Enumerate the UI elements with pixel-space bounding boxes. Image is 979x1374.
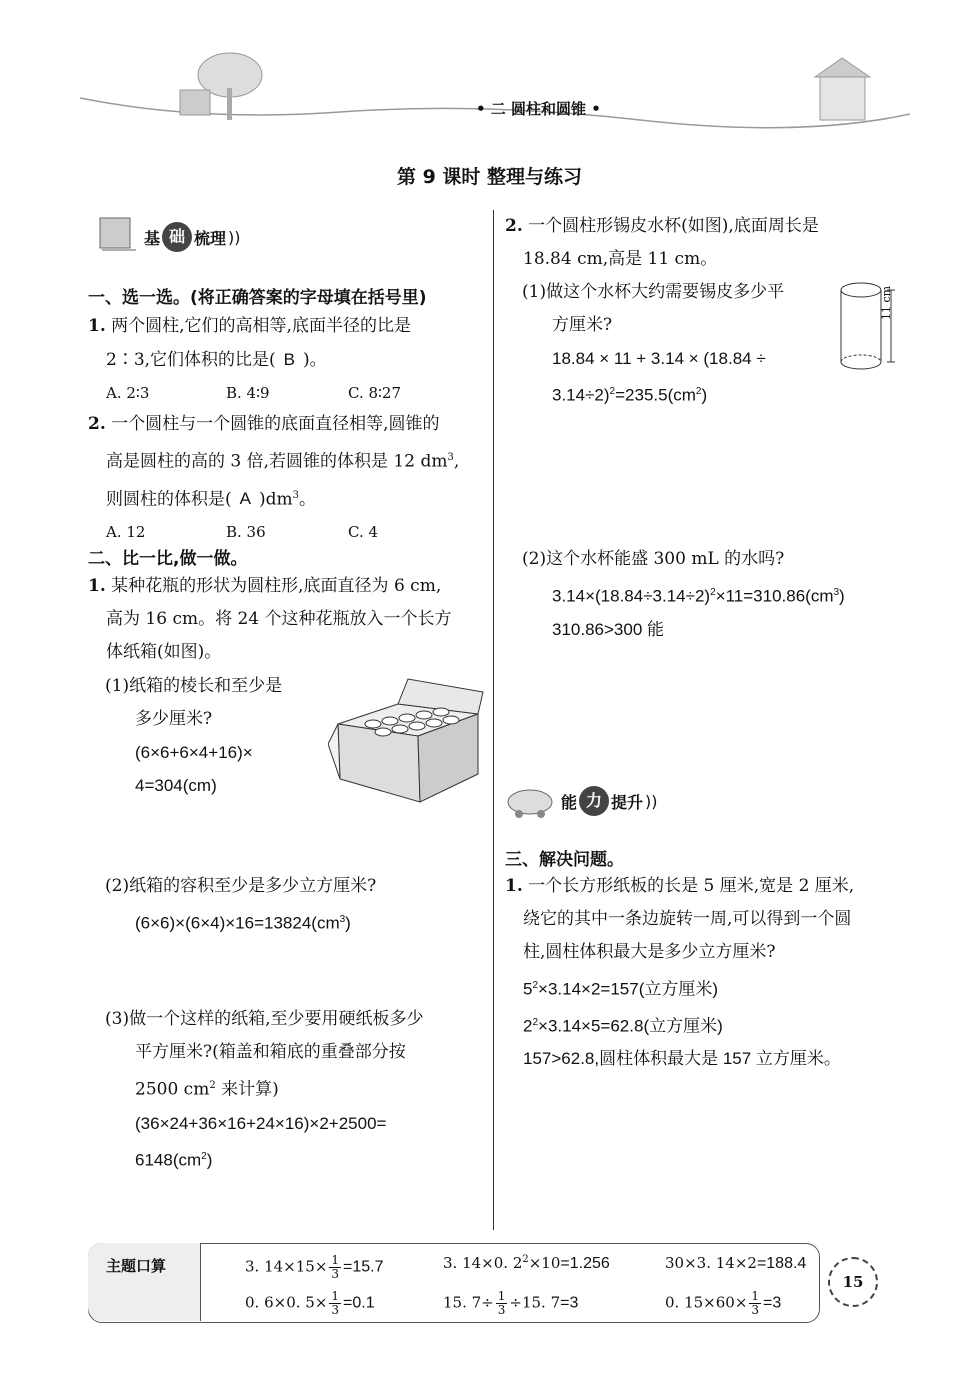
sec2-q1-p1: (1)纸箱的棱长和至少是 多少厘米? (6×6+6×4+16)× 4=304(cm) <box>105 676 283 795</box>
chapter-title: • 二 圆柱和圆锥 • <box>476 100 601 118</box>
carton-box-image <box>328 674 488 806</box>
car-icon <box>505 780 555 820</box>
section-1-title: 一、选一选。(将正确答案的字母填在括号里) <box>88 288 427 308</box>
sec2-q1: 1. 某种花瓶的形状为圆柱形,底面直径为 6 cm, 高为 16 cm。将 24 个这种花瓶放入一个长方 体纸箱(如图)。 <box>88 576 452 662</box>
sec3-q1: 1. 一个长方形纸板的长是 5 厘米,宽是 2 厘米, 绕它的其中一条边旋转一周,可以得到一个圆 柱,圆柱体积最大是多少立方厘米? $5^2\times 3.14\times 2=157$(立方厘米) $2^2\times 3.14\times 5=62.8$(立方厘米) 157>62.8,圆柱体积最大是 157 立方厘米。 <box>505 876 855 1069</box>
section-2-title: 二、比一比,做一做。 <box>88 549 248 569</box>
sec1-q2: 2. 一个圆柱与一个圆锥的底面直径相等,圆锥的 高是圆柱的高的 3 倍,若圆锥的体积是 12 $dm^3$, 则圆柱的体积是( A )$dm^3$。 A. 12 B. 36 C. 4 <box>88 414 460 542</box>
answer-b: B <box>283 350 296 369</box>
footer-label: 主题口算 <box>106 1257 167 1275</box>
right-q2: 2. 一个圆柱形锡皮水杯(如图),底面周长是 18.84 cm,高是 11 cm。 <box>505 216 819 269</box>
cylinder-cup-image <box>836 278 906 378</box>
calc-6: 0. 15×60× $\frac{1}{3}$ =3 <box>665 1289 782 1317</box>
ability-badge: 能 力 提升 )) <box>505 780 555 824</box>
sec2-q1-p2: (2)纸箱的容积至少是多少立方厘米? $(6\times 6)\times(6\times 4)\times 16=13824(cm^3)$ <box>105 876 377 933</box>
calc-3: 30×3. 14×2=188.4 <box>665 1254 807 1272</box>
column-divider <box>493 210 494 1230</box>
lesson-title: 第 9 课时 整理与练习 <box>396 166 583 188</box>
basic-badge: 基 础 梳理 )) <box>92 210 140 264</box>
answer-a: A <box>239 489 251 509</box>
calc-1: 3. 14×15× $\frac{1}{3}$ =15.7 <box>245 1253 384 1281</box>
cylinder-height-label: 11 cm <box>880 285 893 320</box>
sec1-q1: 1. 两个圆柱,它们的高相等,底面半径的比是 2∶3,它们体积的比是( B )。 A. 2∶3 B. 4∶9 C. 8∶27 <box>88 316 411 402</box>
right-q2-p2: (2)这个水杯能盛 300 mL 的水吗? $3.14\times(18.84\div 3.14\div 2)^2\times 11=310.86(cm^3)$ 310.86>300 能 <box>522 549 845 639</box>
right-q2-p1: (1)做这个水杯大约需要锡皮多少平 方厘米? 18.84 × 11 + 3.14 × (18.84 ÷ $3.14\div 2)^2=235.5(cm^2)$ <box>522 282 785 405</box>
page-number: 15 <box>828 1257 878 1307</box>
calc-2: 3. 14×0. $2^2\times 10=1.256$ <box>443 1254 610 1272</box>
sec2-q1-p3: (3)做一个这样的纸箱,至少要用硬纸板多少 平方厘米?(箱盖和箱底的重叠部分按 2500 $cm^2$ 来计算) (36×24+36×16+24×16)×2+2500= $6148(cm^2)$ <box>105 1009 424 1170</box>
section-3-title: 三、解决问题。 <box>505 850 624 870</box>
slide-icon <box>92 210 140 260</box>
calc-5: 15. 7÷ $\frac{1}{3}$ ÷15. 7=3 <box>443 1289 579 1317</box>
calc-4: 0. 6×0. 5× $\frac{1}{3}$ =0.1 <box>245 1289 375 1317</box>
